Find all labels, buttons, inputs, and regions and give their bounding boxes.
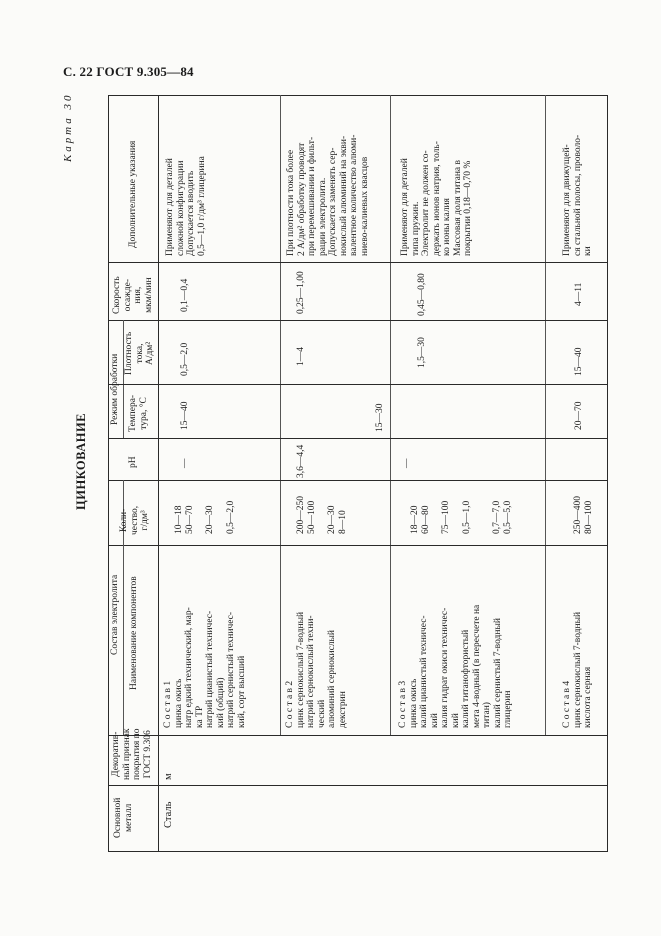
col-sep-rate [108,320,607,321]
composition-1-ph: — [180,458,190,468]
composition-2-density: 1—4 [296,347,306,366]
composition-2-quantities: 200—250 50—100 20—30 8—10 [296,496,348,534]
table-right-edge [607,95,608,851]
table-top-line [108,95,608,96]
composition-1-temperature: 15—40 [180,401,190,430]
header-current-density: Плотность тока, А/дм² [124,331,155,375]
page-header: С. 22 ГОСТ 9.305—84 [63,64,194,79]
decorative-value: м [163,773,174,780]
header-electrolyte: Состав электролита [110,574,120,655]
composition-1-rate: 0,1—0,4 [180,278,190,312]
composition-4-notes: Применяют для движущей- ся стальной полосы, проволо- ки [562,134,593,256]
table-title: ЦИНКОВАНИЕ [74,412,88,510]
composition-1-density: 0,5—2,0 [180,342,190,376]
header-temperature: Темпера- тура, °С [128,394,149,432]
header-mode: Режим обработки [110,353,120,425]
col-sep-temp [108,438,607,439]
composition-3-components: С о с т а в 3 цинка окись калий цианистый техничес- кий калия гидрат окиси техничес- кий калий титанофтористый мета 4-водный (в пересчете на титан) калий сернистый 7-водный глицерин [398,604,513,728]
density-temp-split [123,384,158,385]
header-component-name: Наименование компонентов [129,576,139,690]
composition-2-rate: 0,25—1,00 [296,271,306,314]
composition-2-ph: 3,6—4,4 [296,444,306,478]
card-label: Карта 30 [62,92,74,162]
row-divider-2 [280,95,281,735]
composition-4-density: 15—40 [574,347,584,376]
composition-4-components: С о с т а в 4 цинк сернокислый 7-водный кислота серная [562,611,593,728]
composition-3-rate: 0,45—0,80 [417,273,427,316]
composition-1-components: С о с т а в 1 цинка окись натр едкий технический, мар- ка ТР натрий цианистый техничес- кий (общий) натрий сернистый техничес- кий, сорт высший [163,607,247,728]
col-sep-components [108,735,607,736]
table-bottom-line [108,851,608,852]
composition-1-notes: Применяют для деталей сложной конфигурации Допускается вводить 0,5—1,0 г/дм³ глицерина [165,156,207,256]
composition-3-density: 1,5—30 [417,337,427,368]
composition-4-temperature: 20—70 [574,401,584,430]
composition-2-components: С о с т а в 2 цинк сернокислый 7-водный натрий сернокислый техни- ческий алюминий сернокислый декстрин [285,611,348,728]
header-quantity: Коли- чество, г/дм³ [119,505,150,535]
composition-4-quantities: 250—400 80—100 [573,496,594,534]
base-metal-value: Сталь [163,801,174,828]
composition-2-temperature: 15—30 [375,403,385,432]
col-sep-qty [108,545,607,546]
col-sep-density [108,384,607,385]
header-ph: pH [128,456,138,468]
composition-3-notes: Применяют для деталей типа пружин. Электролит не должен со- держать ионов натрия, толь- ко ионы калия Массовая доля титана в покрытии 0,18—0,70 % [400,141,473,256]
composition-4-rate: 4—11 [574,282,584,306]
table-left-edge [108,95,109,851]
composition-2-notes: При плотности тока более 2 А/дм² обработку проводят при перемешивании и фильт- рации электролита. Допускается заменять сер- нокислый алюминий на экви- валентное количество алюми- ниево-калиевых квасцов [286,134,370,256]
header-notes: Дополнительные указания [128,140,138,248]
row-divider-3 [390,95,391,735]
header-deposition-rate: Скорость осажде- ния, мкм/мин [112,276,154,314]
header-bottom-line [158,95,159,851]
composition-3-quantities: 18—20 60—80 75—100 0,5—1,0 0,7—7,0 0,5—5,0 [410,500,513,534]
row-divider-4 [545,95,546,735]
composition-1-quantities: 10—18 50—70 20—30 0,5—2,0 [174,500,236,534]
header-decorative: Декоратив- ный признак покрытия по ГОСТ 9.306 [111,728,153,780]
col-sep-ph [108,480,607,481]
header-base-metal: Основной металл [113,797,134,838]
composition-3-ph: — [402,458,412,468]
col-sep-decorative [108,785,607,786]
col-sep-notes [108,262,607,263]
